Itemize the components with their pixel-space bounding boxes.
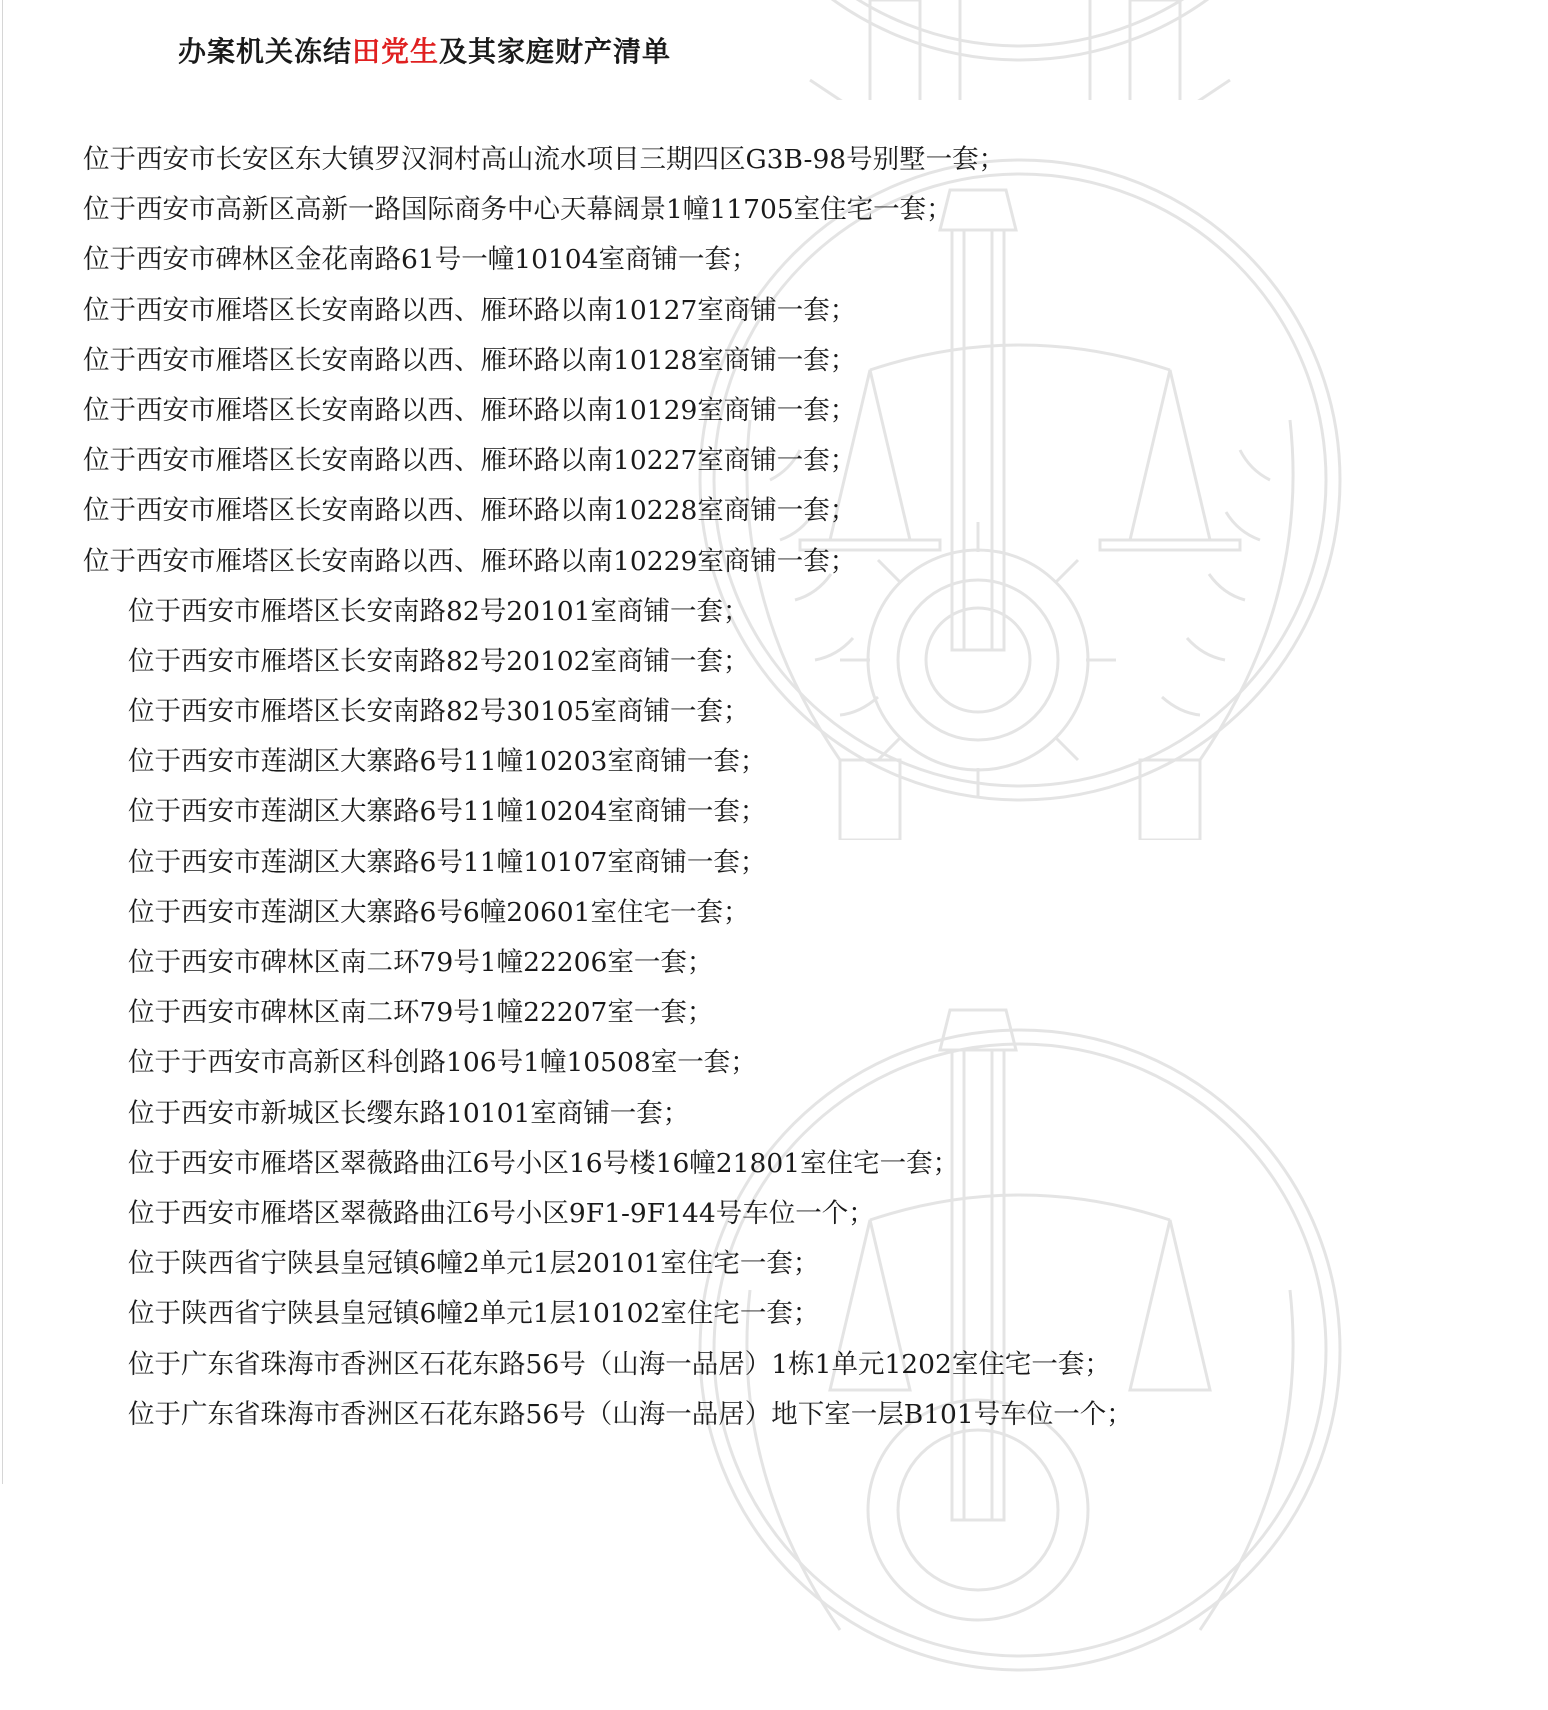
list-item: 位于陕西省宁陕县皇冠镇6幢2单元1层10102室住宅一套； xyxy=(128,1298,820,1330)
title-suffix: 及其家庭财产清单 xyxy=(439,35,672,68)
list-item: 位于西安市高新区高新一路国际商务中心天幕阔景1幢11705室住宅一套； xyxy=(83,194,953,226)
list-item: 位于西安市莲湖区大寨路6号11幢10204室商铺一套； xyxy=(128,796,767,828)
list-item: 位于西安市碑林区南二环79号1幢22206室一套； xyxy=(128,947,714,978)
list-item: 位于西安市新城区长缨东路10101室商铺一套； xyxy=(128,1097,690,1129)
list-item: 位于西安市雁塔区长安南路82号30105室商铺一套； xyxy=(128,696,750,728)
list-item: 位于西安市莲湖区大寨路6号11幢10203室商铺一套； xyxy=(128,746,767,778)
list-item: 位于西安市雁塔区翠薇路曲江6号小区16号楼16幢21801室住宅一套； xyxy=(128,1147,960,1179)
list-item: 位于西安市雁塔区翠薇路曲江6号小区9F1-9F144号车位一个； xyxy=(128,1197,875,1229)
list-item: 位于陕西省宁陕县皇冠镇6幢2单元1层20101室住宅一套； xyxy=(128,1248,820,1280)
list-item: 位于西安市长安区东大镇罗汉洞村高山流水项目三期四区G3B-98号别墅一套； xyxy=(83,144,1006,175)
list-item: 位于西安市莲湖区大寨路6号6幢20601室住宅一套； xyxy=(128,896,750,928)
document-title xyxy=(178,30,671,70)
list-item: 位于西安市碑林区南二环79号1幢22207室一套； xyxy=(128,997,714,1029)
list-item: 位于西安市雁塔区长安南路82号20102室商铺一套； xyxy=(128,645,750,677)
list-item: 位于西安市雁塔区长安南路以西、雁环路以南10128室商铺一套； xyxy=(83,344,857,376)
title-person-name: 田党生 xyxy=(352,35,440,68)
list-item: 位于西安市雁塔区长安南路以西、雁环路以南10129室商铺一套； xyxy=(83,394,857,426)
list-item: 位于西安市雁塔区长安南路以西、雁环路以南10227室商铺一套； xyxy=(83,445,857,477)
court-emblem-watermark-icon xyxy=(690,0,1350,100)
title-prefix: 办案机关冻结 xyxy=(178,35,353,68)
asset-list xyxy=(0,138,1133,1443)
list-item: 位于西安市雁塔区长安南路以西、雁环路以南10127室商铺一套； xyxy=(83,294,857,326)
list-item: 位于西安市雁塔区长安南路82号20101室商铺一套； xyxy=(128,595,750,627)
list-item: 位于广东省珠海市香洲区石花东路56号（山海一品居）1栋1单元1202室住宅一套； xyxy=(128,1348,1111,1380)
list-item: 位于西安市碑林区金花南路61号一幢10104室商铺一套； xyxy=(83,244,758,276)
list-item: 位于西安市雁塔区长安南路以西、雁环路以南10229室商铺一套； xyxy=(83,545,857,577)
list-item: 位于西安市莲湖区大寨路6号11幢10107室商铺一套； xyxy=(128,846,767,878)
list-item: 位于于西安市高新区科创路106号1幢10508室一套； xyxy=(128,1047,757,1079)
list-item: 位于西安市雁塔区长安南路以西、雁环路以南10228室商铺一套； xyxy=(83,495,857,527)
list-item: 位于广东省珠海市香洲区石花东路56号（山海一品居）地下室一层B101号车位一个； xyxy=(128,1398,1133,1430)
